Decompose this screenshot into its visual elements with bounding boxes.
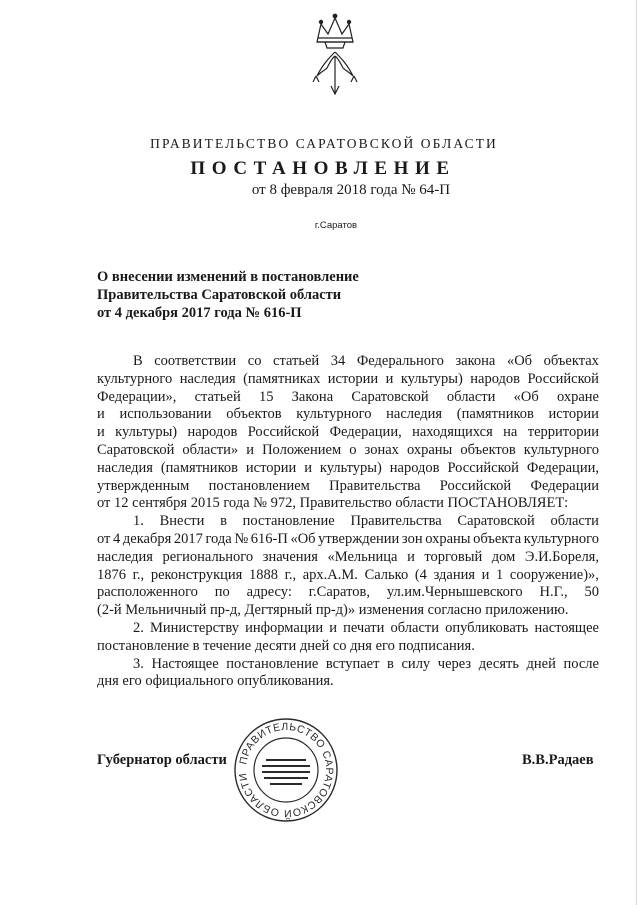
signature-name: В.В.Радаев	[522, 752, 594, 768]
government-name: ПРАВИТЕЛЬСТВО САРАТОВСКОЙ ОБЛАСТИ	[150, 136, 498, 151]
document-date-number: от 8 февраля 2018 года № 64-П	[251, 182, 451, 198]
text-line: 2. Министерству информации и печати области опубликовать настоящее	[133, 619, 599, 636]
text-line: от 12 сентября 2015 года № 972, Правительство области ПОСТАНОВЛЯЕТ:	[97, 495, 569, 512]
text-line: 3. Настоящее постановление вступает в силу через десять дней после	[133, 655, 599, 672]
document-subject	[97, 268, 359, 322]
document-body	[97, 353, 599, 691]
text-line: В соответствии со статьей 34 Федерального закона «Об объектах	[133, 353, 599, 369]
text-line: от 4 декабря 2017 года № 616-П «Об утверждении зон охраны объекта культурного	[97, 530, 599, 547]
text-line: и культуры) народов Российской Федерации, находящихся на территории	[97, 424, 599, 441]
subject-line: от 4 декабря 2017 года № 616-П	[97, 305, 302, 321]
text-line: расположенного по адресу: г.Саратов, ул.им.Чернышевского Н.Г., 50	[97, 584, 599, 601]
subject-line: Правительства Саратовской области	[97, 287, 342, 303]
text-line: утвержденным постановлением Правительства Российской Федерации	[97, 477, 599, 494]
saratov-coat-of-arms-icon	[303, 12, 367, 96]
text-line: дня его официального опубликования.	[97, 673, 334, 690]
text-line: постановление в течение десяти дней со дня его подписания.	[97, 637, 475, 654]
document-city: г.Саратов	[314, 220, 358, 231]
text-line: Саратовской области» и Положением о зонах охраны объектов культурного	[97, 441, 599, 458]
text-line: Федерации», статьей 15 Закона Саратовской области «Об охране	[97, 388, 599, 405]
svg-text:ПРАВИТЕЛЬСТВО САРАТОВСКОЙ ОБЛА	[237, 721, 335, 820]
official-stamp	[232, 716, 340, 824]
text-line: наследия регионального значения «Мельница и торговый дом Э.И.Бореля,	[97, 548, 599, 565]
stamp-ring-text: ПРАВИТЕЛЬСТВО САРАТОВСКОЙ ОБЛАСТИ	[236, 720, 336, 820]
subject-line: О внесении изменений в постановление	[97, 269, 359, 285]
text-line: наследия (памятников истории и культуры) народов Российской Федерации,	[97, 459, 599, 476]
text-line: 1. Внести в постановление Правительства Саратовской области	[133, 513, 599, 530]
signature-position: Губернатор области	[97, 752, 227, 768]
text-line: и использовании объектов культурного наследия (памятников истории	[97, 406, 599, 423]
text-line: (2-й Мельничный пр-д, Дегтярный пр-д)» изменения согласно приложению.	[97, 602, 569, 619]
text-line: культурного наследия (памятниках истории и культуры) народов Российской	[97, 370, 599, 387]
document-type: ПОСТАНОВЛЕНИЕ	[190, 158, 456, 179]
text-line: 1876 г., реконструкция 1888 г., арх.А.М. Салько (4 здания и 1 сооружение)»,	[97, 566, 599, 583]
